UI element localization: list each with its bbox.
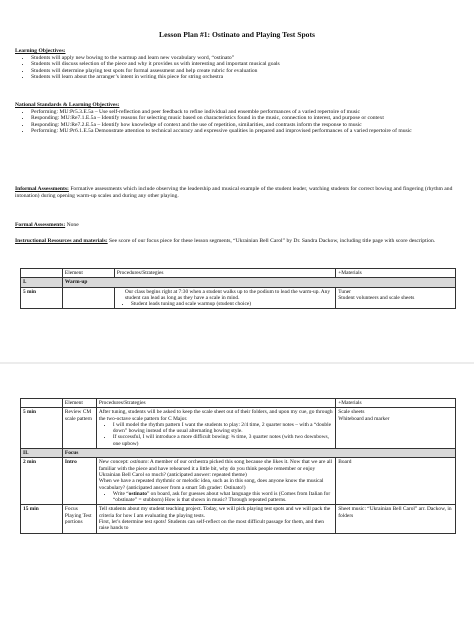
procedure-cell (96, 458, 335, 505)
page-title: Lesson Plan #1: Ostinato and Playing Test Spots (159, 30, 315, 39)
time-cell: 2 min (21, 458, 63, 505)
time-cell: 15 min (21, 505, 63, 533)
bullet-text-body: ” on board, ask for guesses about what language this word is (Comes from Italian for “obstinate” = stubborn) How is that shown in music? Through repeated patterns. (112, 490, 331, 504)
section-label: Focus (62, 449, 455, 458)
page-break (0, 362, 474, 364)
table-header-row (21, 399, 456, 408)
list-item: • I will model the rhythm pattern I want the students to play: 2/4 time, 2 quarter notes – with a “double down” bowing instead of the usual alternating bowing style. (113, 422, 333, 435)
header-procedures: Procedures/Strategies (96, 399, 335, 408)
list-item: • Students will discuss selection of the piece and why it provides us with interesting and important musical goals (31, 61, 461, 68)
table-header-row (21, 269, 456, 278)
materials-cell: Sheet music: “Ukrainian Bell Carol” arr. Dackow, in folders (336, 505, 456, 533)
learning-objectives-heading: Learning Objectives: (15, 48, 66, 54)
procedure-text: Our class begins right at 7:30 when a student walks up to the podium to lead the warm-up. Any student can lead as long as they have a scale in mind. (124, 288, 331, 301)
list-item: • Students will learn about the arranger’s intent in writing this piece for string orchestra (31, 74, 461, 81)
element-cell: Intro (62, 458, 96, 505)
element-cell (62, 287, 114, 309)
list-item: • Performing: MU:Pr6.1.E.5a Demonstrate attention to technical accuracy and expressive qualities in prepared and improvised performances of a varied repertoire of music (31, 128, 461, 135)
resources-heading: Instructional Resources and materials: (15, 238, 108, 244)
element-cell: Review CM scale pattern (62, 408, 96, 449)
informal-assessments-heading: Informal Assessments: (15, 186, 69, 192)
resources-text: See score of our focus piece for these lesson segments, “Ukrainian Bell Carol” by Dr. Sandra Dackow, including title page with score description. (107, 238, 436, 244)
procedure-cell (114, 287, 335, 309)
materials-cell: Scale sheets Whiteboard and marker (336, 408, 456, 449)
table-row (21, 408, 456, 449)
header-time (21, 269, 63, 278)
procedure-cell: Tell students about my student teaching project. Today, we will pick playing test spots and we will pack the criteria for how I am evaluating the playing tests. First, let’s determine test spots! Students can self-reflect on the most difficult passage for them, and then raise hands to (96, 505, 335, 533)
table-row (21, 287, 456, 309)
lesson-table-2 (20, 398, 456, 534)
section-label: Warm-up (62, 278, 455, 287)
time-cell: 5 min (21, 287, 63, 309)
table-row (21, 458, 456, 505)
procedure-cell (96, 408, 335, 449)
informal-assessments-text: Formative assessments which include observing the leadership and musical example of the student leader, watching students for correct bowing and fingering (rhythm and intonation) during opening warm-up scales and during any other playing. (15, 186, 453, 199)
learning-objectives-section (15, 48, 461, 81)
national-standards-section (15, 102, 461, 135)
formal-assessments-text: None (65, 222, 79, 228)
ostinato-term-bold: ostinato (128, 490, 147, 497)
list-item: • Students will apply new bowing to the warmup and learn new vocabulary word, “ostinato” (31, 55, 461, 62)
section-row-warmup (21, 278, 456, 287)
list-item: • If successful, I will introduce a more difficult bowing: ¾ time, 3 quarter notes (with two downbows, one upbow) (113, 434, 333, 447)
ostinato-term: ostinato (130, 459, 148, 466)
national-standards-heading: National Standards & Learning Objectives: (15, 102, 120, 108)
procedure-text: After tuning, students will be asked to keep the scale sheet out of their folders, and upon my cue, go through the two-octave scale pattern for C Major. (98, 409, 333, 422)
materials-cell: Board (336, 458, 456, 505)
list-item: • Responding: MU:Re7.2.E.5a – Identify how knowledge of context and the use of repetition, similarities, and contrasts inform the response to music (31, 122, 461, 129)
formal-assessments-section (15, 222, 461, 229)
time-cell: 5 min (21, 408, 63, 449)
informal-assessments-section (15, 186, 461, 199)
learning-objectives-list (15, 55, 461, 81)
materials-cell: Tuner Student volunteers and scale sheets (336, 287, 456, 309)
lesson-table-1 (20, 268, 456, 309)
header-procedures: Procedures/Strategies (114, 269, 335, 278)
list-item: • Performing: MU:Pr5.3.E.5a – Use self-reflection and peer feedback to refine individual and ensemble performances of a varied repertoire of music (31, 109, 461, 116)
header-element: Element (62, 399, 96, 408)
element-cell: Focus Playing Test portions (62, 505, 96, 533)
header-element: Element (62, 269, 114, 278)
list-item: • Responding: MU:Re7.1.E.5a – Identify reasons for selecting music based on characteristics found in the music, connection to interest, and purpose or context (31, 115, 461, 122)
resources-section (15, 238, 461, 245)
list-item (113, 491, 333, 504)
formal-assessments-heading: Formal Assessments: (15, 222, 66, 228)
section-row-focus (21, 449, 456, 458)
header-materials: +Materials (336, 269, 456, 278)
table-row (21, 505, 456, 533)
section-number: II. (21, 449, 63, 458)
header-materials: +Materials (336, 399, 456, 408)
procedure-text-body: : A member of our orchestra picked this song because she likes it. Now that we are all familiar with the piece and have rehearsed it a little bit, why do you think people remember or enjoy Ukrainian Bell Carol so much? (anticipated answer: repeated theme) When we have a repeated rhythmic or melodic idea, such as in this song, does anyone know the musical vocabulary? (anticipated answer from a smart 5th grader: Ostinato!) (98, 459, 333, 491)
header-time (21, 399, 63, 408)
list-item: • Student leads tuning and scale warmup (student choice) (131, 301, 333, 307)
list-item: • Students will determine playing test spots for formal assessment and help create rubric for evaluation (31, 68, 461, 75)
procedure-text (99, 459, 333, 490)
national-standards-list (15, 109, 461, 135)
section-number: I. (21, 278, 63, 287)
procedure-text-lead: New concept: (98, 459, 130, 466)
bullet-text-lead: Write “ (112, 490, 129, 497)
